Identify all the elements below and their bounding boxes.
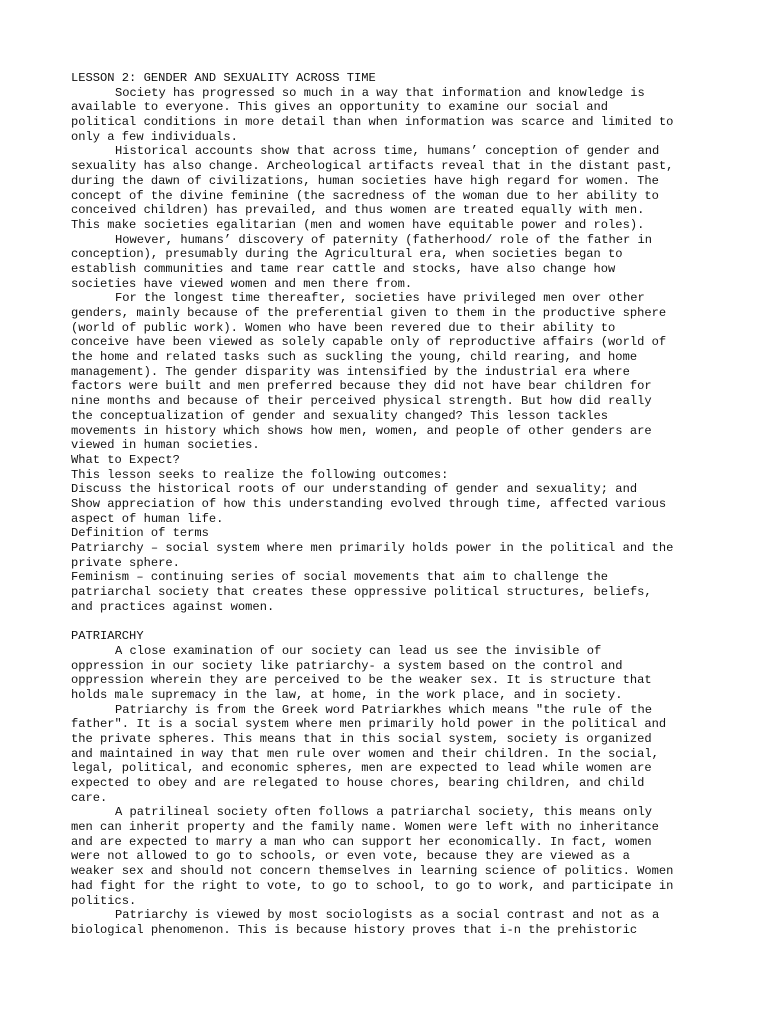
text-line: For the longest time thereafter, societies have privileged men over other	[115, 291, 645, 306]
text-line: viewed in human societies.	[71, 438, 260, 453]
intro-paragraph	[71, 144, 711, 232]
text-line: were not allowed to go to schools, or even vote, because they are viewed as a	[71, 849, 630, 864]
text-line: had fight for the right to vote, to go to school, to go to work, and participate in	[71, 878, 674, 893]
intro-paragraph	[71, 86, 711, 145]
section-paragraph	[71, 805, 711, 908]
definition-feminism-continued: patriarchal society that creates these oppressive political structures, beliefs,	[71, 585, 652, 600]
definitions-heading: Definition of terms	[71, 526, 209, 541]
text-line: and are expected to marry a man who can support her economically. In fact, women	[71, 834, 652, 849]
section-paragraph	[71, 644, 711, 703]
text-line: conceived children) has prevailed, and thus women are treated equally with men.	[71, 203, 645, 218]
text-line: nine months and because of their perceived physical strength. But how did really	[71, 394, 652, 409]
definition-patriarchy: Patriarchy – social system where men primarily holds power in the political and the	[71, 541, 674, 555]
text-line: biological phenomenon. This is because history proves that i-n the prehistoric	[71, 922, 638, 937]
section-paragraph	[71, 703, 711, 806]
outcome-item: Show appreciation of how this understanding evolved through time, affected various	[71, 496, 667, 511]
text-line: oppression in our society like patriarchy- a system based on the control and	[71, 658, 623, 673]
text-line: care.	[71, 790, 108, 805]
text-line: movements in history which shows how men, women, and people of other genders are	[71, 423, 652, 438]
text-line: only a few individuals.	[71, 129, 238, 144]
intro-paragraph	[71, 233, 711, 292]
text-line: weaker sex and should not concern themselves in learning science of politics. Women	[71, 864, 674, 879]
text-line: legal, political, and economic spheres, men are expected to lead while women are	[71, 761, 652, 776]
text-line: A close examination of our society can lead us see the invisible of	[115, 643, 602, 658]
section-heading: PATRIARCHY	[71, 629, 144, 644]
text-line: concept of the divine feminine (the sacredness of the woman due to her ability to	[71, 188, 659, 203]
spacer	[71, 614, 711, 629]
text-line: conception), presumably during the Agricultural era, when societies began to	[71, 247, 623, 262]
text-line: However, humans’ discovery of paternity (fatherhood/ role of the father in	[115, 232, 653, 247]
text-line: management). The gender disparity was intensified by the industrial era where	[71, 364, 630, 379]
text-line: Patriarchy is from the Greek word Patriarkhes which means "the rule of the	[115, 702, 653, 717]
outcome-item: Discuss the historical roots of our understanding of gender and sexuality; and	[71, 482, 638, 497]
section-paragraph	[71, 908, 711, 937]
text-line: establish communities and tame rear cattle and stocks, have also change how	[71, 261, 616, 276]
text-line: sexuality has also change. Archeological artifacts reveal that in the distant past,	[71, 159, 674, 174]
text-line: and maintained in way that men rule over women and their children. In the social,	[71, 746, 659, 761]
expect-heading: What to Expect?	[71, 452, 180, 467]
text-line: the private spheres. This means that in this social system, society is organized	[71, 731, 652, 746]
text-line: societies have viewed women and men there from.	[71, 276, 413, 291]
text-line: the conceptualization of gender and sexuality changed? This lesson tackles	[71, 408, 609, 423]
document-page	[71, 71, 711, 938]
text-line: Society has progressed so much in a way that information and knowledge is	[115, 85, 645, 100]
outcome-item-continued: aspect of human life.	[71, 511, 224, 526]
text-line: oppression wherein they are perceived to be the weaker sex. It is structure that	[71, 673, 652, 688]
text-line: factors were built and men preferred because they did not have bear children for	[71, 379, 652, 394]
text-line: (world of public work). Women who have been revered due to their ability to	[71, 320, 616, 335]
text-line: father". It is a social system where men primarily hold power in the political and	[71, 717, 667, 732]
definition-feminism-continued: and practices against women.	[71, 599, 275, 614]
text-line: Patriarchy is viewed by most sociologists as a social contrast and not as a	[115, 908, 660, 923]
definition-patriarchy-continued: private sphere.	[71, 555, 180, 570]
text-line: politics.	[71, 893, 137, 908]
intro-paragraph	[71, 291, 711, 453]
text-line: A patrilineal society often follows a patriarchal society, this means only	[115, 805, 653, 820]
text-line: expected to obey and are relegated to house chores, bearing children, and child	[71, 776, 645, 790]
text-line: conceive have been viewed as solely capable only of reproductive affairs (world of	[71, 335, 667, 350]
text-line: Historical accounts show that across time, humans’ conception of gender and	[115, 144, 660, 159]
text-line: during the dawn of civilizations, human societies have high regard for women. The	[71, 173, 659, 188]
definition-feminism: Feminism – continuing series of social movements that aim to challenge the	[71, 570, 609, 585]
expect-intro: This lesson seeks to realize the following outcomes:	[71, 467, 449, 482]
lesson-title: LESSON 2: GENDER AND SEXUALITY ACROSS TIME	[71, 71, 376, 85]
text-line: men can inherit property and the family name. Women were left with no inheritance	[71, 820, 659, 835]
text-line: genders, mainly because of the preferential given to them in the productive sphere	[71, 306, 667, 320]
text-line: holds male supremacy in the law, at home, in the work place, and in society.	[71, 687, 623, 702]
text-line: the home and related tasks such as suckling the young, child rearing, and home	[71, 350, 638, 365]
text-line: This make societies egalitarian (men and women have equitable power and roles).	[71, 217, 645, 232]
text-line: available to everyone. This gives an opportunity to examine our social and	[71, 100, 609, 115]
text-line: political conditions in more detail than when information was scarce and limited to	[71, 115, 674, 130]
